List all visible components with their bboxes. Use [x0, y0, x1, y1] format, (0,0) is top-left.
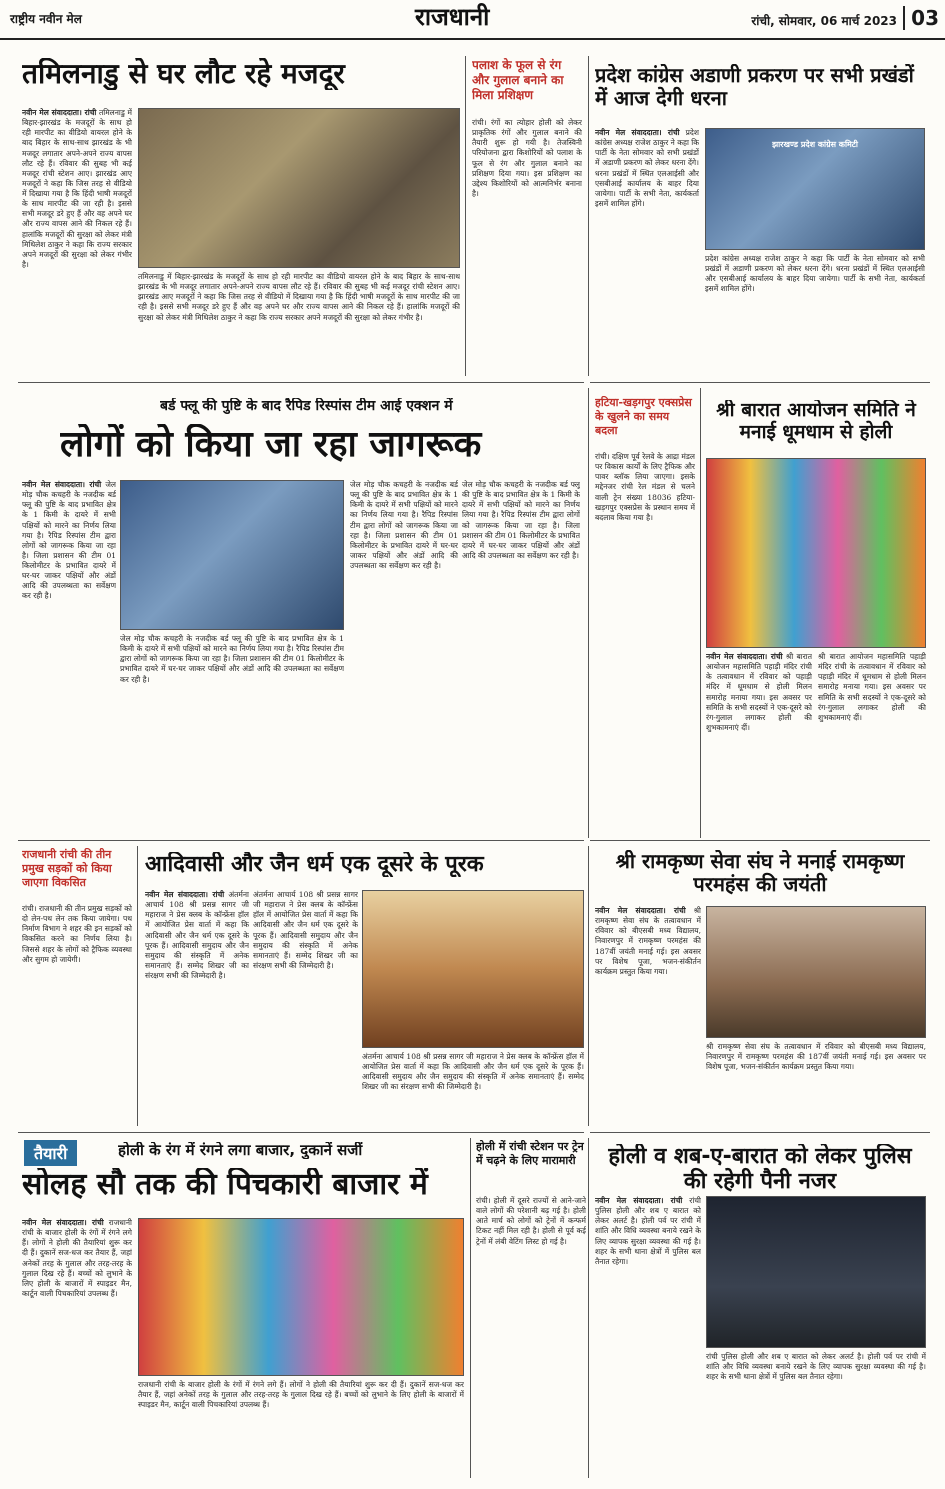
train-text: रांची। दक्षिण पूर्व रेलवे के आद्रा मंडल पर विकास कार्यों के लिए ट्रैफिक और पावर ब्लॉक लिया जाएगा। इसके मद्देनजर रांची रेल मंडल से चलने वाली ट्रेन संख्या 18036 हटिया-खड़गपुर एक्सप्रेस के प्रस्थान समय में बदलाव किया गया है।: [595, 452, 695, 522]
jain-photo: [362, 890, 584, 1048]
holitrain-text: रांची। होली में दूसरे राज्यों से आने-जाने वाले लोगों की परेशानी बढ़ गई है। होली आते मार्च को लोगों को ट्रेनों में कन्फर्म टिकट नहीं मिल रही है। होली से पूर्व कई ट्रेनों में लंबी वेटिंग लिस्ट हो गई है।: [476, 1196, 586, 1246]
palash-headline: पलाश के फूल से रंग और गुलाल बनाने का मिला प्रशिक्षण: [472, 58, 564, 102]
pichkari-photo: [138, 1218, 464, 1376]
migrants-text: तमिलनाडु में बिहार-झारखंड के मजदूरों के साथ हो रही मारपीट का वीडियो वायरल होने के बाद बिहार के साथ-साथ झारखंड के भी मजदूर लगातार अपने-अपने राज्य वापस लौट रहे हैं। रविवार की सुबह भी कई मजदूर रांची स्टेशन आए। झारखंड आए मजदूरों ने कहा कि जिस तरह से वीडियो में दिखाया गया है कि हिंदी भाषी मजदूरों के साथ मारपीट की जा रही है। इससे सभी मजदूर डरे हुए हैं और वह अपने घर और राज्य वापस आने की निकल रहे हैं। हालांकि मजदूरों की सुरक्षा को लेकर मंत्री मिथिलेश ठाकुर ने कहा कि राज्य सरकार अपने मजदूरों की सुरक्षा को लेकर गंभीर है।: [22, 108, 132, 269]
paper-name: राष्ट्रीय नवीन मेल: [10, 12, 82, 26]
police-body: [595, 1196, 701, 1476]
ramakrishna-byline: नवीन मेल संवाददाता। रांची: [595, 906, 686, 915]
roads-headline: राजधानी रांची की तीन प्रमुख सड़कों को किया जाएगा विकसित: [22, 848, 112, 889]
holitrain-headline: होली में रांची स्टेशन पर ट्रेन में चढ़ने के लिए मारामारी: [476, 1140, 584, 1167]
congress-text: प्रदेश कांग्रेस अध्यक्ष राजेश ठाकुर ने कहा कि पार्टी के नेता सोमवार को सभी प्रखंडों में अडाणी प्रकरण को लेकर धरना देंगे। धरना प्रखंडों में स्थित एलआईसी और एसबीआई कार्यालय के बाहर दिया जायेगा। पार्टी के सभी नेता, कार्यकर्ता इसमें शामिल होंगे।: [595, 128, 699, 208]
police-text: रांची पुलिस होली और शब ए बारात को लेकर अलर्ट है। होली पर्व पर रांची में शांति और विधि व्यवस्था बनाये रखने के लिए व्यापक सुरक्षा व्यवस्था की गई है। शहर के सभी थाना क्षेत्रों में पुलिस बल तैनात रहेगा।: [595, 1196, 701, 1266]
ramakrishna-photo: [706, 906, 926, 1038]
masthead: [0, 0, 945, 40]
barat-byline: नवीन मेल संवाददाता। रांची: [706, 652, 783, 661]
congress-body: [595, 128, 699, 376]
pichkari-text: राजधानी रांची के बाजार होली के रंगों में रंगने लगे हैं। लोगों ने होली की तैयारियां शुरू कर दी हैं। दुकानें सज-धज कर तैयार हैं, जहां अनेकों तरह के गुलाल और तरह-तरह के गुलाल दिख रहे हैं। बच्चों को लुभाने के लिए होली के बाजारों में स्पाइडर मैन, कार्टून वाली पिचकारियां उपलब्ध हैं।: [22, 1218, 132, 1298]
ramakrishna-headline: श्री रामकृष्ण सेवा संघ ने मनाई रामकृष्ण परमहंस की जयंती: [615, 850, 905, 896]
birdflu-body-3: जेल मोड़ चौक कचहरी के नजदीक बर्ड फ्लू की पुष्टि के बाद प्रभावित क्षेत्र के 1 किमी के दायरे में सभी पक्षियों को मारने का निर्णय लिया गया है। रैपिड रिस्पांस टीम द्वारा लोगों को जागरूक किया जा रहा है। जिला प्रशासन की टीम 01 किलोमीटर के प्रभावित दायरे में घर-घर जाकर पक्षियों और अंडों आदि की उपलब्धता का सर्वेक्षण कर रही है।: [350, 480, 458, 570]
congress-body-cont: प्रदेश कांग्रेस अध्यक्ष राजेश ठाकुर ने कहा कि पार्टी के नेता सोमवार को सभी प्रखंडों में अडाणी प्रकरण को लेकर धरना देंगे। धरना प्रखंडों में स्थित एलआईसी और एसबीआई कार्यालय के बाहर दिया जायेगा। पार्टी के सभी नेता, कार्यकर्ता इसमें शामिल होंगे।: [705, 254, 925, 294]
birdflu-headline: लोगों को किया जा रहा जागरूक: [60, 424, 482, 465]
barat-body: [706, 652, 812, 832]
ramakrishna-body-cont: श्री रामकृष्ण सेवा संघ के तत्वावधान में रविवार को बीएसबी मध्य विद्यालय, निवारणपुर में रामकृष्ण परमहंस की 187वीं जयंती मनाई गई। इस अवसर पर विशेष पूजा, भजन-संकीर्तन कार्यक्रम प्रस्तुत किया गया।: [706, 1042, 926, 1072]
issue-date: रांची, सोमवार, 06 मार्च 2023: [751, 14, 897, 28]
pichkari-headline: सोलह सौ तक की पिचकारी बाजार में: [22, 1168, 428, 1202]
ramakrishna-text: श्री रामकृष्ण सेवा संघ के तत्वावधान में रविवार को बीएसबी मध्य विद्यालय, निवारणपुर में रामकृष्ण परमहंस की 187वीं जयंती मनाई गई। इस अवसर पर विशेष पूजा, भजन-संकीर्तन कार्यक्रम प्रस्तुत किया गया।: [595, 906, 701, 976]
palash-text: रांची। रंगों का त्योहार होली को लेकर प्राकृतिक रंगों और गुलाल बनाने की तैयारी शुरू हो गयी है। तेजस्विनी परियोजना द्वारा किशोरियों को पलाश के फूल से रंग और गुलाल बनाने का प्रशिक्षण दिया गया। इस प्रशिक्षण का उद्देश्य किशोरियों को आत्मनिर्भर बनाना है।: [472, 118, 582, 198]
migrants-byline: नवीन मेल संवाददाता। रांची: [22, 108, 97, 117]
barat-text: श्री बारात आयोजन महासमिति पहाड़ी मंदिर रांची के तत्वावधान में रविवार को पहाड़ी मंदिर में धूमधाम से होली मिलन समारोह मनाया गया। इस अवसर पर समिति के सभी सदस्यों ने एक-दूसरे को रंग-गुलाल लगाकर होली की शुभकामनाएं दीं।: [706, 652, 812, 732]
police-photo: [706, 1196, 926, 1348]
police-byline: नवीन मेल संवाददाता। रांची: [595, 1196, 683, 1205]
congress-byline: नवीन मेल संवाददाता। रांची: [595, 128, 680, 137]
jain-byline: नवीन मेल संवाददाता। रांची: [145, 890, 225, 899]
congress-photo-caption: झारखण्ड प्रदेश कांग्रेस कमिटी: [772, 140, 858, 149]
birdflu-body: [22, 480, 116, 834]
migrants-body-cont: तमिलनाडु में बिहार-झारखंड के मजदूरों के साथ हो रही मारपीट का वीडियो वायरल होने के बाद बिहार के साथ-साथ झारखंड के भी मजदूर लगातार अपने-अपने राज्य वापस लौट रहे हैं। रविवार की सुबह भी कई मजदूर रांची स्टेशन आए। झारखंड आए मजदूरों ने कहा कि जिस तरह से वीडियो में दिखाया गया है कि हिंदी भाषी मजदूरों के साथ मारपीट की जा रही है। इससे सभी मजदूर डरे हुए हैं और वह अपने घर और राज्य वापस आने की निकल रहे हैं। हालांकि मजदूरों की सुरक्षा को लेकर मंत्री मिथिलेश ठाकुर ने कहा कि राज्य सरकार अपने मजदूरों की सुरक्षा को लेकर गंभीर है।: [138, 272, 460, 322]
jain-body-2: अंतर्मना आचार्य 108 श्री प्रसन्न सागर जी महाराज ने प्रेस क्लब के कॉन्फ्रेंस हॉल में आयोजित प्रेस वार्ता में कहा कि आदिवासी और जैन धर्म एक दूसरे के पूरक हैं। आदिवासी समुदाय और जैन समुदाय की संस्कृति में अनेक समानताएं हैं। सम्मेद शिखर जी का संरक्षण सभी की जिम्मेदारी है।: [253, 890, 358, 970]
barat-body-cont: श्री बारात आयोजन महासमिति पहाड़ी मंदिर रांची के तत्वावधान में रविवार को पहाड़ी मंदिर में धूमधाम से होली मिलन समारोह मनाया गया। इस अवसर पर समिति के सभी सदस्यों ने एक-दूसरे को रंग-गुलाल लगाकर होली की शुभकामनाएं दीं।: [818, 652, 926, 722]
jain-body: [145, 890, 249, 1126]
birdflu-photo: [120, 480, 344, 630]
jain-headline: आदिवासी और जैन धर्म एक दूसरे के पूरक: [145, 852, 484, 877]
roads-text: रांची। राजधानी की तीन प्रमुख सड़कों को दो लेन-पथ लेन तक किया जायेगा। पथ निर्माण विभाग ने शहर की इन सड़कों को विकसित करने का निर्णय लिया है। जिससे शहर के लोगों को ट्रैफिक व्यवस्था और सुगम हो जायेगी।: [22, 904, 132, 964]
migrants-body: [22, 108, 132, 468]
birdflu-kicker: बर्ड फ्लू की पुष्टि के बाद रैपिड रिस्पांस टीम आई एक्शन में: [160, 398, 453, 414]
ramakrishna-body: [595, 906, 701, 1126]
pichkari-byline: नवीन मेल संवाददाता। रांची: [22, 1218, 104, 1227]
train-headline: हटिया-खड़गपुर एक्सप्रेस के खुलने का समय बदला: [595, 396, 692, 437]
migrants-photo: [138, 108, 460, 268]
page-number: 03: [903, 6, 939, 30]
birdflu-body-2: जेल मोड़ चौक कचहरी के नजदीक बर्ड फ्लू की पुष्टि के बाद प्रभावित क्षेत्र के 1 किमी के दायरे में सभी पक्षियों को मारने का निर्णय लिया गया है। रैपिड रिस्पांस टीम द्वारा लोगों को जागरूक किया जा रहा है। जिला प्रशासन की टीम 01 किलोमीटर के प्रभावित दायरे में घर-घर जाकर पक्षियों और अंडों आदि की उपलब्धता का सर्वेक्षण कर रही है।: [120, 634, 344, 684]
barat-headline: श्री बारात आयोजन समिति ने मनाई धूमधाम से होली: [716, 400, 916, 443]
police-body-cont: रांची पुलिस होली और शब ए बारात को लेकर अलर्ट है। होली पर्व पर रांची में शांति और विधि व्यवस्था बनाये रखने के लिए व्यापक सुरक्षा व्यवस्था की गई है। शहर के सभी थाना क्षेत्रों में पुलिस बल तैनात रहेगा।: [706, 1352, 926, 1382]
pichkari-body: [22, 1218, 132, 1476]
birdflu-text: जेल मोड़ चौक कचहरी के नजदीक बर्ड फ्लू की पुष्टि के बाद प्रभावित क्षेत्र के 1 किमी के दायरे में सभी पक्षियों को मारने का निर्णय लिया गया है। रैपिड रिस्पांस टीम द्वारा लोगों को जागरूक किया जा रहा है। जिला प्रशासन की टीम 01 किलोमीटर के प्रभावित दायरे में घर-घर जाकर पक्षियों और अंडों आदि की उपलब्धता का सर्वेक्षण कर रही है।: [22, 480, 116, 601]
section-title: राजधानी: [415, 3, 490, 31]
police-headline: होली व शब-ए-बारात को लेकर पुलिस की रहेगी पैनी नजर: [608, 1144, 912, 1195]
jain-body-3: अंतर्मना आचार्य 108 श्री प्रसन्न सागर जी महाराज ने प्रेस क्लब के कॉन्फ्रेंस हॉल में आयोजित प्रेस वार्ता में कहा कि आदिवासी और जैन धर्म एक दूसरे के पूरक हैं। आदिवासी समुदाय और जैन समुदाय की संस्कृति में अनेक समानताएं हैं। सम्मेद शिखर जी का संरक्षण सभी की जिम्मेदारी है।: [362, 1052, 584, 1092]
congress-headline: प्रदेश कांग्रेस अडाणी प्रकरण पर सभी प्रखंडों में आज देगी धरना: [595, 64, 914, 110]
jain-text: अंतर्मना आचार्य 108 श्री प्रसन्न सागर जी महाराज ने प्रेस क्लब के कॉन्फ्रेंस हॉल में आयोजित प्रेस वार्ता में कहा कि आदिवासी और जैन धर्म एक दूसरे के पूरक हैं। आदिवासी समुदाय और जैन समुदाय की संस्कृति में अनेक समानताएं हैं। सम्मेद शिखर जी का संरक्षण सभी की जिम्मेदारी है।: [145, 890, 249, 980]
barat-photo: [706, 458, 926, 648]
pichkari-body-cont: राजधानी रांची के बाजार होली के रंगों में रंगने लगे हैं। लोगों ने होली की तैयारियां शुरू कर दी हैं। दुकानें सज-धज कर तैयार हैं, जहां अनेकों तरह के गुलाल और तरह-तरह के गुलाल दिख रहे हैं। बच्चों को लुभाने के लिए होली के बाजारों में स्पाइडर मैन, कार्टून वाली पिचकारियां उपलब्ध हैं।: [138, 1380, 464, 1410]
pichkari-kicker: होली के रंग में रंगने लगा बाजार, दुकानें सजीं: [118, 1142, 363, 1159]
birdflu-byline: नवीन मेल संवाददाता। रांची: [22, 480, 102, 489]
congress-photo: [705, 128, 925, 250]
migrants-headline: तमिलनाडु से घर लौट रहे मजदूर: [22, 58, 345, 90]
pichkari-tag: तैयारी: [24, 1140, 77, 1166]
birdflu-body-4: जेल मोड़ चौक कचहरी के नजदीक बर्ड फ्लू की पुष्टि के बाद प्रभावित क्षेत्र के 1 किमी के दायरे में सभी पक्षियों को मारने का निर्णय लिया गया है। रैपिड रिस्पांस टीम द्वारा लोगों को जागरूक किया जा रहा है। जिला प्रशासन की टीम 01 किलोमीटर के प्रभावित दायरे में घर-घर जाकर पक्षियों और अंडों आदि की उपलब्धता का सर्वेक्षण कर रही है।: [462, 480, 580, 560]
